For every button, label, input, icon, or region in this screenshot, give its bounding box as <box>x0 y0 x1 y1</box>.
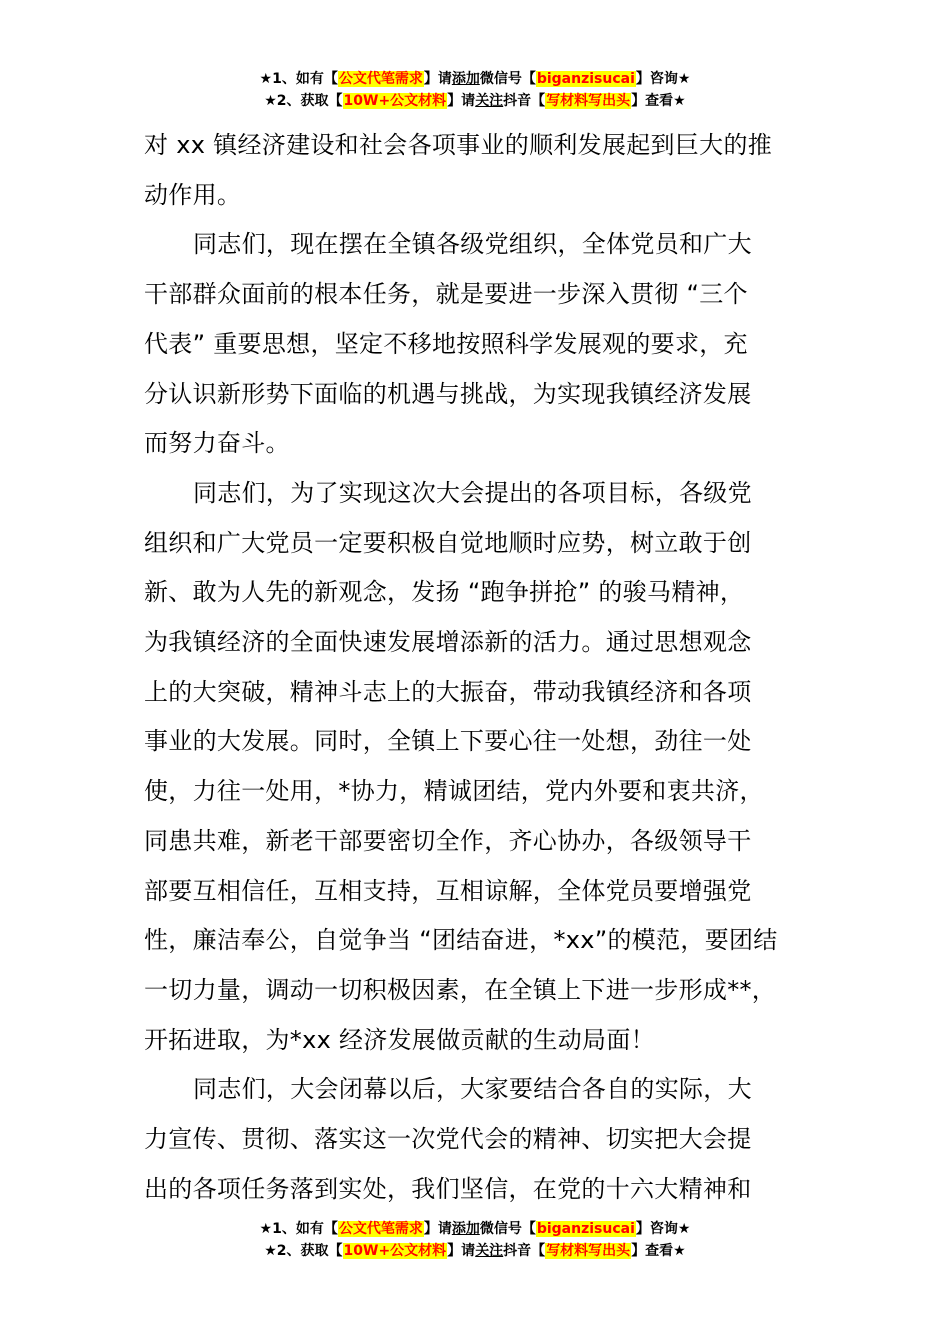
highlight-label: 10W+公文材料 <box>343 1243 447 1259</box>
text-line: 同志们，现在摆在全镇各级党组织，全体党员和广大 <box>193 230 752 259</box>
text-line: 上的大突破，精神斗志上的大振奋，带动我镇经济和各项 <box>144 677 752 706</box>
footer-banner <box>0 1218 950 1262</box>
banner-text: 抖音【 <box>503 1243 546 1259</box>
banner-text: 微信号【 <box>479 71 536 87</box>
banner-text: 】请 <box>447 1243 476 1259</box>
banner-text: ★2、获取【 <box>264 93 343 109</box>
banner-text: ★2、获取【 <box>264 1243 343 1259</box>
douyin-account-highlight: 写材料写出头 <box>546 93 631 109</box>
text-line: 性，廉洁奉公，自觉争当 “团结奋进，*xx”的模范，要团结 <box>144 926 778 955</box>
banner-text: 】请 <box>447 93 476 109</box>
banner-line-2 <box>0 1240 950 1262</box>
highlight-label: 公文代笔需求 <box>338 1221 423 1237</box>
wechat-id-highlight: biganzisucai <box>536 1221 635 1237</box>
underlined-text: 添加 <box>451 1221 480 1237</box>
douyin-account-highlight: 写材料写出头 <box>546 1243 631 1259</box>
highlight-label: 10W+公文材料 <box>343 93 447 109</box>
underlined-text: 关注 <box>475 1243 504 1259</box>
text-line: 代表” 重要思想，坚定不移地按照科学发展观的要求，充 <box>144 329 748 358</box>
text-line: 对 xx 镇经济建设和社会各项事业的顺利发展起到巨大的推 <box>144 131 773 159</box>
text-line: 新、敢为人先的新观念，发扬 “跑争拼抢” 的骏马精神， <box>144 578 745 607</box>
banner-text: ★1、如有【 <box>259 71 338 87</box>
banner-text: 】请 <box>423 1221 452 1237</box>
banner-line-1 <box>0 1218 950 1240</box>
banner-text: 】咨询★ <box>635 1221 691 1237</box>
text-line: 一切力量，调动一切积极因素，在全镇上下进一步形成**， <box>144 975 777 1004</box>
banner-text: 】查看★ <box>631 93 686 109</box>
text-line: 同志们，大会闭幕以后，大家要结合各自的实际，大 <box>193 1075 752 1104</box>
text-line: 分认识新形势下面临的机遇与挑战，为实现我镇经济发展 <box>144 379 752 408</box>
text-line: 组织和广大党员一定要积极自觉地顺时应势，树立敢于创 <box>144 528 752 557</box>
text-line: 动作用。 <box>144 180 242 209</box>
text-line: 开拓进取，为*xx 经济发展做贡献的生动局面！ <box>144 1025 655 1054</box>
text-line: 干部群众面前的根本任务，就是要进一步深入贯彻 “三个 <box>144 280 748 309</box>
banner-text: ★1、如有【 <box>259 1221 338 1237</box>
text-line: 同志们，为了实现这次大会提出的各项目标，各级党 <box>193 478 752 507</box>
text-line: 同患共难，新老干部要密切全作，齐心协办，各级领导干 <box>144 826 752 855</box>
banner-text: 】查看★ <box>631 1243 686 1259</box>
banner-line-2 <box>0 90 950 112</box>
text-line: 为我镇经济的全面快速发展增添新的活力。通过思想观念 <box>144 628 752 657</box>
text-line: 力宣传、贯彻、落实这一次党代会的精神、切实把大会提 <box>144 1125 752 1154</box>
wechat-id-highlight: biganzisucai <box>536 71 635 87</box>
underlined-text: 添加 <box>451 71 480 87</box>
text-line: 而努力奋斗。 <box>144 429 290 458</box>
highlight-label: 公文代笔需求 <box>338 71 423 87</box>
banner-text: 抖音【 <box>503 93 546 109</box>
header-banner <box>0 68 950 112</box>
banner-line-1 <box>0 68 950 90</box>
document-body <box>144 121 814 1214</box>
text-line: 事业的大发展。同时，全镇上下要心往一处想，劲往一处 <box>144 727 752 756</box>
text-line: 部要互相信任，互相支持，互相谅解，全体党员要增强党 <box>144 876 752 905</box>
banner-text: 】咨询★ <box>635 71 691 87</box>
banner-text: 微信号【 <box>479 1221 536 1237</box>
text-line: 使，力往一处用，*协力，精诚团结，党内外要和衷共济， <box>144 777 764 806</box>
text-line: 出的各项任务落到实处，我们坚信，在党的十六大精神和 <box>144 1174 752 1203</box>
banner-text: 】请 <box>423 71 452 87</box>
underlined-text: 关注 <box>475 93 504 109</box>
